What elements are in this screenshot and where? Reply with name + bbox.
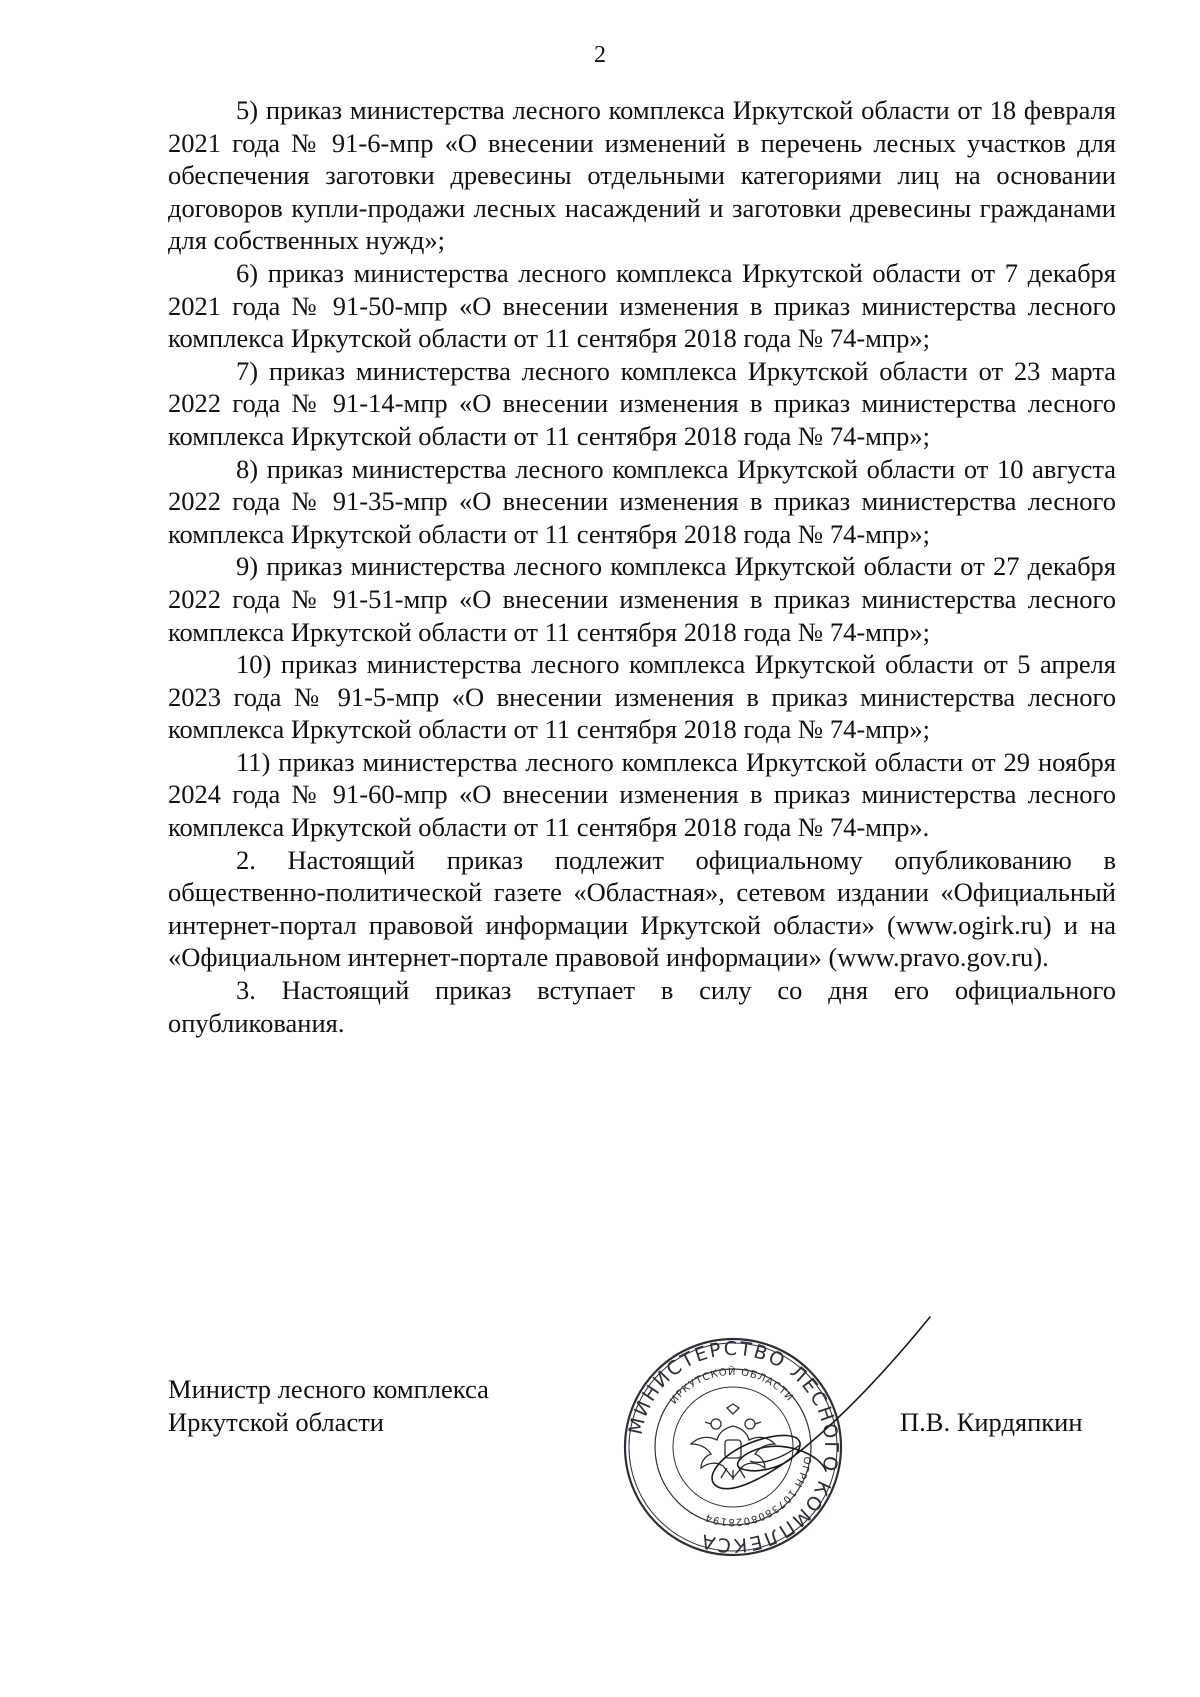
seal-ogrn-text: ОГРН 1073808028194 (703, 1455, 813, 1528)
signatory-title-line2: Иркутской области (168, 1406, 384, 1437)
document-body (168, 94, 1116, 1039)
signatory-name: П.В. Кирдяпкин (900, 1407, 1083, 1437)
paragraph-item-9: 9) приказ министерства лесного комплекса Иркутской области от 27 декабря 2022 года № 91-51-мпр «О внесении изменения в приказ министерства лесного комплекса Иркутской области от 11 сентября 2018 года № 74-мпр»; (168, 551, 1116, 647)
paragraph-item-5: 5) приказ министерства лесного комплекса Иркутской области от 18 февраля 2021 года № 91-6-мпр «О внесении изменений в перечень лесных участков для обеспечения заготовки древесины отдельными категориями лиц на основании договоров купли-продажи лесных насаждений и заготовки древесины гражданами для собственных нужд»; (168, 95, 1116, 256)
page-number: 2 (594, 42, 606, 68)
signatory-title (168, 1373, 489, 1438)
paragraph-item-6: 6) приказ министерства лесного комплекса Иркутской области от 7 декабря 2021 года № 91-50-мпр «О внесении изменения в приказ министерства лесного комплекса Иркутской области от 11 сентября 2018 года № 74-мпр»; (168, 257, 1116, 354)
paragraph-item-10: 10) приказ министерства лесного комплекса Иркутской области от 5 апреля 2023 года № 91-5-мпр «О внесении изменения в приказ министерства лесного комплекса Иркутской области от 11 сентября 2018 года № 74-мпр»; (168, 649, 1116, 745)
paragraph-item-8: 8) приказ министерства лесного комплекса Иркутской области от 10 августа 2022 года № 91-35-мпр «О внесении изменения в приказ министерства лесного комплекса Иркутской области от 11 сентября 2018 года № 74-мпр»; (168, 453, 1116, 549)
seal-inner-text: ИРКУТСКОЙ ОБЛАСТИ (668, 1366, 796, 1407)
seal-outer-text: МИНИСТЕРСТВО ЛЕСНОГО КОМПЛЕКСА (624, 1337, 843, 1557)
signatory-title-line1: Министр лесного комплекса (168, 1374, 489, 1404)
paragraph-effective-date: 3. Настоящий приказ вступает в силу со дня его официального опубликования. (168, 975, 1116, 1038)
paragraph-item-11: 11) приказ министерства лесного комплекса Иркутской области от 29 ноября 2024 года № 91-60-мпр «О внесении изменения в приказ министерства лесного комплекса Иркутской области от 11 сентября 2018 года № 74-мпр». (168, 746, 1116, 843)
paragraph-item-7: 7) приказ министерства лесного комплекса Иркутской области от 23 марта 2022 года № 91-14-мпр «О внесении изменения в приказ министерства лесного комплекса Иркутской области от 11 сентября 2018 года № 74-мпр»; (168, 355, 1116, 451)
paragraph-publication: 2. Настоящий приказ подлежит официальному опубликованию в общественно-политической газете «Областная», сетевом издании «Официальный интернет-портал правовой информации Иркутской области» (www.ogirk.ru) и на «Официальном интернет-портале правовой информации» (www.pravo.gov.ru). (168, 844, 1116, 973)
